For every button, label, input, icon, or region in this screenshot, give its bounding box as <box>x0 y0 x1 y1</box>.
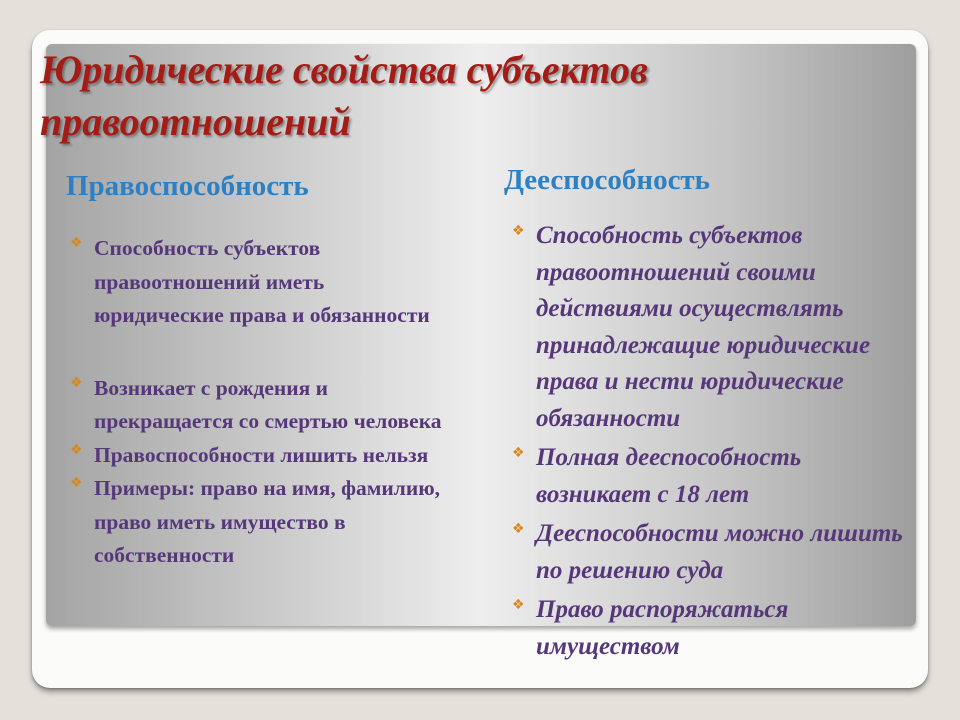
bullet-text: Способность субъектов правоотношений иметь юридические права и обязанности <box>94 236 430 327</box>
diamond-bullet-icon: ❖ <box>70 441 83 458</box>
diamond-bullet-icon: ❖ <box>512 521 525 537</box>
list-item <box>70 372 450 439</box>
right-bullet-list <box>512 218 922 668</box>
list-item <box>512 440 922 513</box>
left-bullet-list <box>70 232 450 573</box>
diamond-bullet-icon: ❖ <box>70 374 83 391</box>
diamond-bullet-icon: ❖ <box>512 223 525 239</box>
list-item <box>70 439 450 473</box>
bullet-text: Право распоряжаться имуществом <box>536 596 789 660</box>
diamond-bullet-icon: ❖ <box>70 235 83 251</box>
bullet-text: Возникает с рождения и прекращается со смертью человека <box>94 375 442 433</box>
right-column-heading: Дееспособность <box>504 164 711 196</box>
bullet-text: Примеры: право на имя, фамилию, право иметь имущество в собственности <box>94 476 441 567</box>
diamond-bullet-icon: ❖ <box>70 475 83 491</box>
slide-title: Юридические свойства субъектов правоотношений <box>40 47 648 144</box>
list-item <box>70 472 450 573</box>
list-item <box>512 592 922 665</box>
bullet-text: Дееспособности можно лишить по решению суда <box>536 520 903 584</box>
bullet-text: Полная дееспособность возникает с 18 лет <box>536 444 802 508</box>
left-column-heading: Правоспособность <box>66 170 309 202</box>
diamond-bullet-icon: ❖ <box>512 445 525 461</box>
diamond-bullet-icon: ❖ <box>512 597 525 613</box>
bullet-text: Способность субъектов правоотношений своими действиями осуществлять принадлежащие юридические права и нести юридические обязанности <box>536 222 871 432</box>
list-item <box>70 232 450 333</box>
bullet-text: Правоспособности лишить нельзя <box>94 442 429 467</box>
list-item <box>512 218 922 437</box>
list-item <box>512 516 922 589</box>
